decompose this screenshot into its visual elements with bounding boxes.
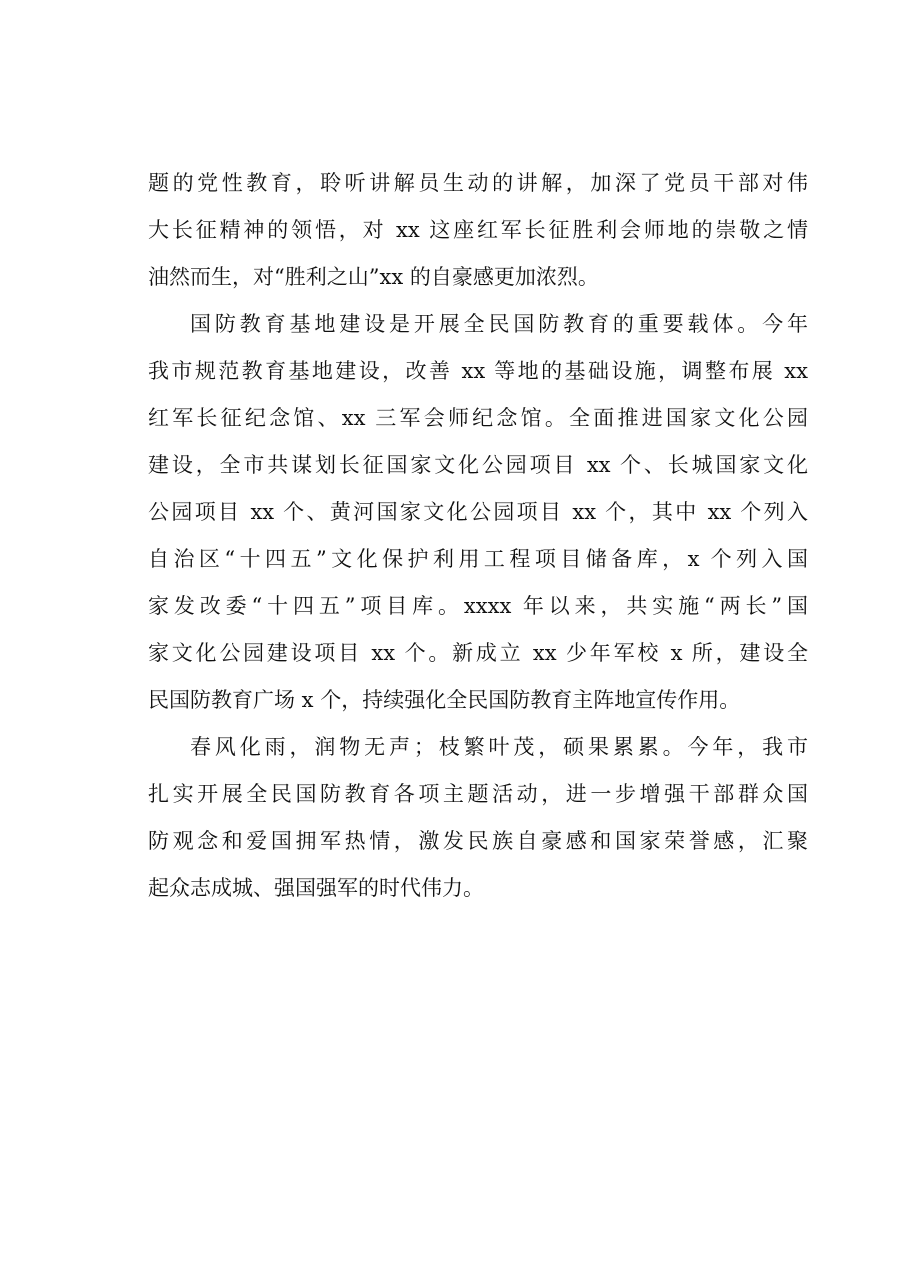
text-line: 起众志成城、强国强军的时代伟力。 bbox=[148, 876, 484, 900]
text-line: 红军长征纪念馆、xx 三军会师纪念馆。全面推进国家文化公园 bbox=[148, 406, 808, 430]
text-line: 题的党性教育，聆听讲解员生动的讲解，加深了党员干部对伟 bbox=[148, 171, 808, 195]
text-line: 家发改委“十四五”项目库。xxxx 年以来，共实施“两长”国 bbox=[148, 594, 808, 618]
text-line: 扎实开展全民国防教育各项主题活动，进一步增强干部群众国 bbox=[148, 782, 808, 806]
document-body bbox=[148, 160, 808, 912]
text-line: 民国防教育广场 x 个，持续强化全民国防教育主阵地宣传作用。 bbox=[148, 688, 741, 712]
text-line: 大长征精神的领悟，对 xx 这座红军长征胜利会师地的崇敬之情 bbox=[148, 218, 808, 242]
paragraph-2 bbox=[148, 301, 808, 724]
text-line: 我市规范教育基地建设，改善 xx 等地的基础设施，调整布展 xx bbox=[148, 359, 808, 383]
paragraph-1 bbox=[148, 160, 808, 301]
text-line: 油然而生，对“胜利之山”xx 的自豪感更加浓烈。 bbox=[148, 265, 599, 289]
text-line: 自治区“十四五”文化保护利用工程项目储备库，x 个列入国 bbox=[148, 547, 808, 571]
text-line: 家文化公园建设项目 xx 个。新成立 xx 少年军校 x 所，建设全 bbox=[148, 641, 808, 665]
text-line: 国防教育基地建设是开展全民国防教育的重要载体。今年 bbox=[190, 312, 808, 336]
text-line: 春风化雨，润物无声；枝繁叶茂，硕果累累。今年，我市 bbox=[190, 735, 808, 759]
text-line: 防观念和爱国拥军热情，激发民族自豪感和国家荣誉感，汇聚 bbox=[148, 829, 808, 853]
text-line: 公园项目 xx 个、黄河国家文化公园项目 xx 个，其中 xx 个列入 bbox=[148, 500, 808, 524]
paragraph-3 bbox=[148, 724, 808, 912]
text-line: 建设，全市共谋划长征国家文化公园项目 xx 个、长城国家文化 bbox=[148, 453, 808, 477]
